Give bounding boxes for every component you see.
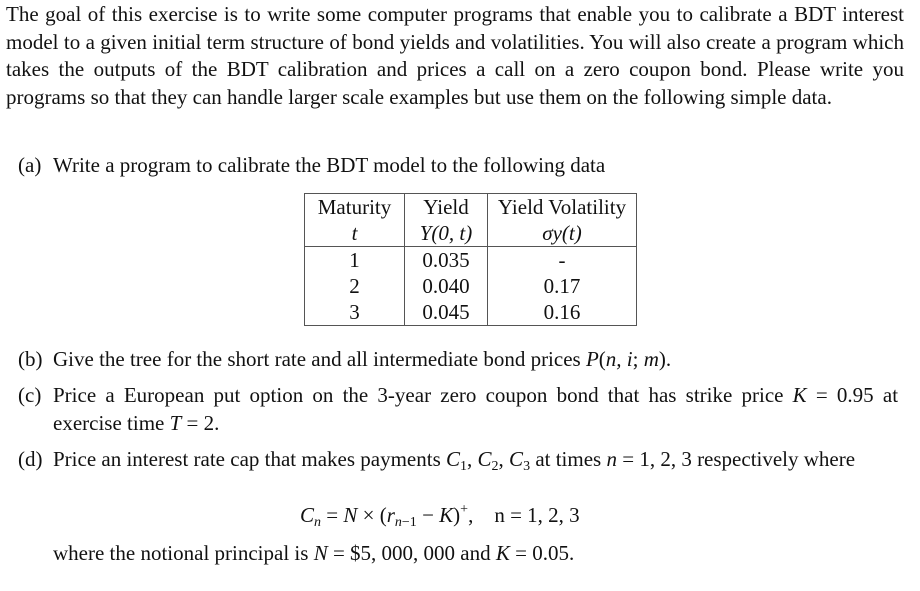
part-d-label: (d): [18, 447, 43, 471]
table-cell: 0.040: [405, 273, 488, 299]
intro-paragraph: The goal of this exercise is to write some computer programs that enable you to calibrate a BDT interest model to a given initial term structure of bond yields and volatilities. You will also create a program which takes the outputs of the BDT calibration and prices a call on a zero coupon bond. Please write you programs so that they can handle larger scale examples but use them on the following simple data.: [6, 2, 904, 109]
part-d-text: Price an interest rate cap that makes payments $C_1$, $C_2$, $C_3$ at times n = 1, 2, 3 respectively where: [53, 447, 856, 474]
part-a-text: Write a program to calibrate the BDT model to the following data: [53, 153, 606, 177]
part-b-sentence: Give the tree for the short rate and all intermediate bond prices: [53, 347, 581, 371]
part-b-label: (b): [18, 347, 43, 371]
table-cell: 0.035: [405, 247, 488, 274]
cap-strike-value: 0.05: [532, 541, 569, 565]
symbol-yield-text: Y(0, t): [419, 221, 473, 245]
part-b: [18, 346, 898, 374]
table-cell: 0.045: [405, 299, 488, 326]
table-cell: 3: [305, 299, 405, 326]
part-a: [18, 152, 898, 180]
symbol-sigma: [488, 220, 637, 247]
header-maturity: Maturity: [305, 194, 405, 221]
payment-times-value: 1, 2, 3: [639, 447, 692, 471]
table-cell: 2: [305, 273, 405, 299]
notional-line: where the notional principal is N = $5, 000, 000 and K = 0.05.: [53, 541, 575, 565]
table-cell: 1: [305, 247, 405, 274]
formula-n-range: n = 1, 2, 3: [494, 503, 580, 527]
strike-price-value: 0.95: [836, 383, 874, 407]
notional-value: $5, 000, 000: [350, 541, 456, 565]
part-b-text: Give the tree for the short rate and all intermediate bond prices P(n, i; m).: [53, 347, 672, 371]
bdt-data-table: [304, 193, 637, 326]
cap-payment-formula: $C_n = N \times (r_{n-1} - K)^+$, n = 1, 2, 3: [300, 502, 580, 530]
table-cell: 0.16: [488, 299, 637, 326]
symbol-sigma-text: σy(t): [542, 221, 582, 245]
part-d: [18, 446, 898, 481]
table-cell: -: [488, 247, 637, 274]
part-c-text: Price a European put option on the 3-year zero coupon bond that has strike price K = 0.95 at exercise time T = 2.: [53, 383, 899, 435]
exercise-time-value: 2: [203, 410, 215, 435]
symbol-yield: [405, 220, 488, 247]
part-a-label: (a): [18, 153, 42, 177]
header-yield: Yield: [405, 194, 488, 221]
symbol-t: t: [305, 220, 405, 247]
table-cell: 0.17: [488, 273, 637, 299]
bond-price-notation: P: [585, 347, 599, 371]
part-c: [18, 382, 898, 437]
part-c-label: (c): [18, 383, 42, 407]
header-volatility: Yield Volatility: [488, 194, 637, 221]
